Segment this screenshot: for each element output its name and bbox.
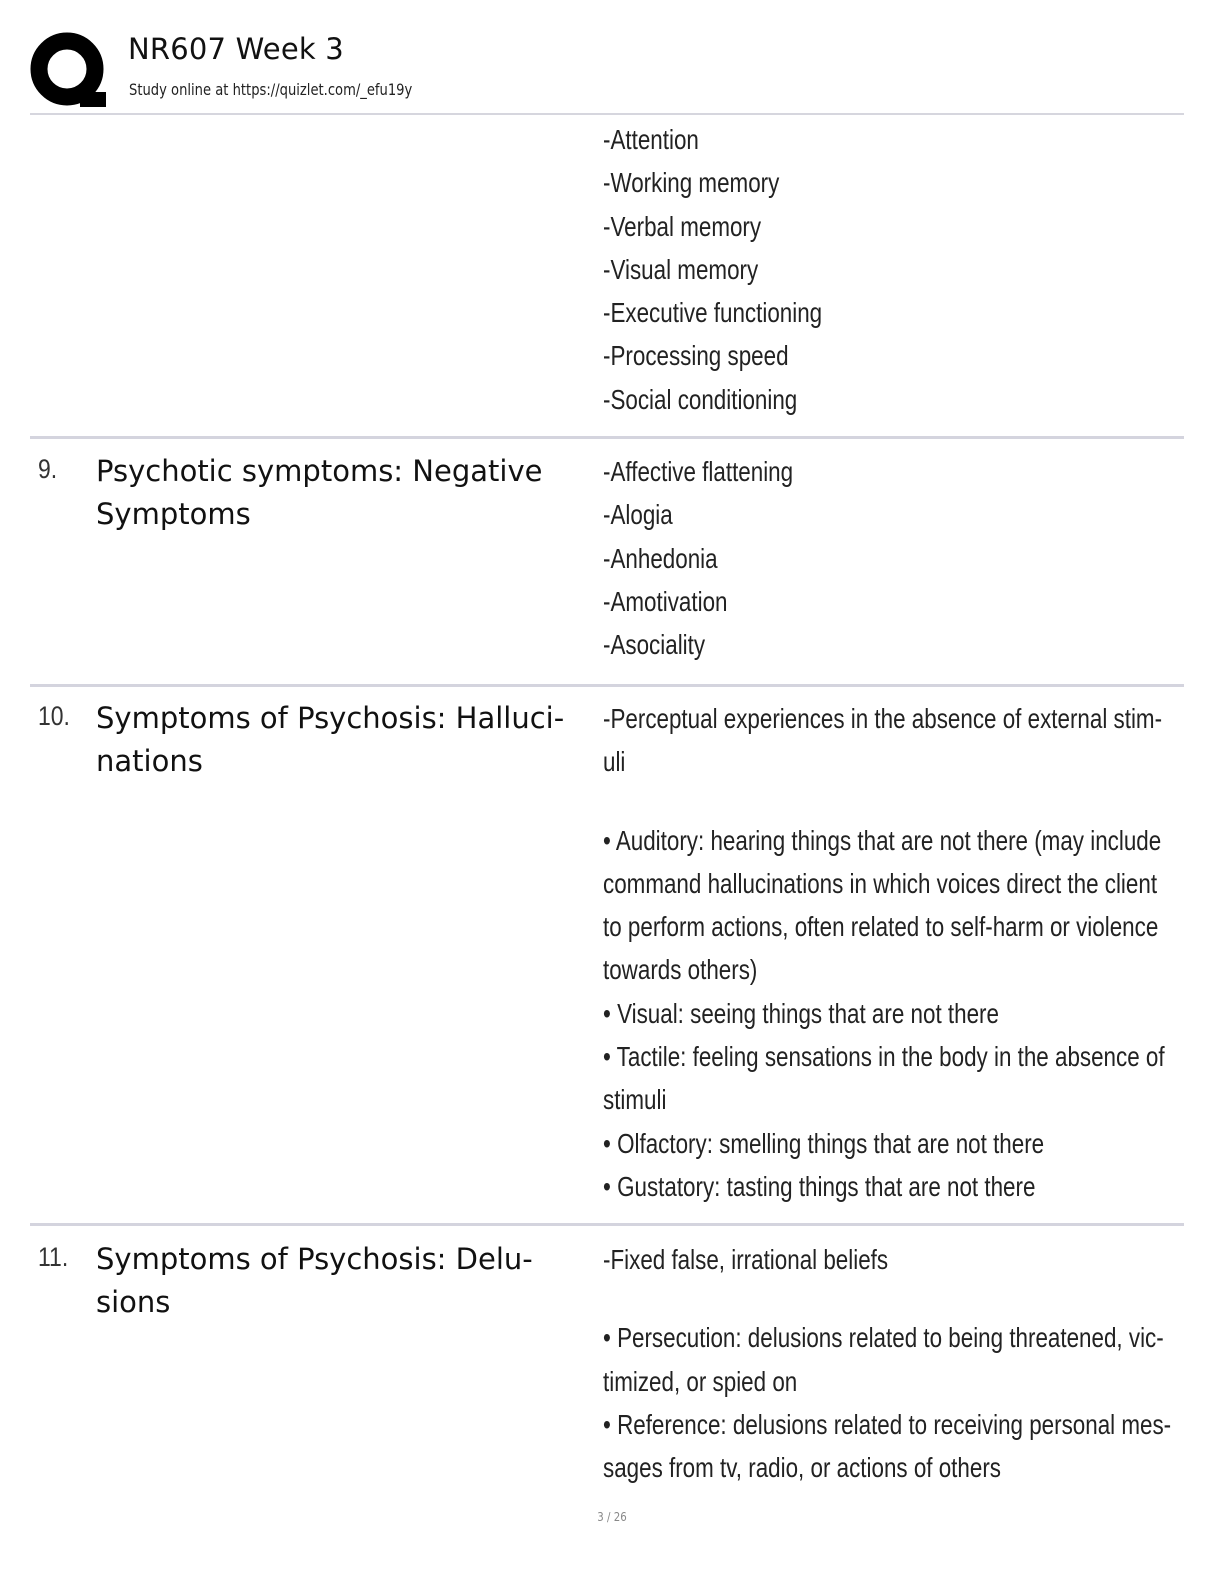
- definition-line: towards others): [603, 954, 758, 986]
- card-divider: [30, 436, 1184, 439]
- definition-line: command hallucinations in which voices direct the client: [603, 867, 1158, 899]
- definition-line: • Persecution: delusions related to being threatened, vic-: [603, 1322, 1164, 1354]
- definition-line: -Anhedonia: [603, 542, 718, 574]
- card-term: [96, 697, 586, 783]
- page-header: [30, 30, 1184, 114]
- definition-line: uli: [603, 746, 626, 778]
- card-number: 9.: [38, 454, 58, 484]
- quizlet-logo-icon: [30, 32, 108, 110]
- term-line: Symptoms of Psychosis: Delu-: [96, 1242, 533, 1276]
- definition-line: -Processing speed: [603, 340, 789, 372]
- card-divider: [30, 1223, 1184, 1226]
- study-online-link[interactable]: Study online at https://quizlet.com/_efu19y: [129, 80, 413, 99]
- definition-line: • Auditory: hearing things that are not there (may include: [603, 824, 1162, 856]
- term-line: nations: [96, 744, 203, 778]
- card-definition: [603, 450, 1163, 666]
- definition-line: stimuli: [603, 1084, 667, 1116]
- definition-line: -Alogia: [603, 499, 673, 531]
- term-line: Symptoms of Psychosis: Halluci-: [96, 701, 565, 735]
- definition-line: • Gustatory: tasting things that are not there: [603, 1170, 1036, 1202]
- definition-line: -Attention: [603, 124, 699, 155]
- card-definition: [603, 1238, 1172, 1489]
- definition-line: -Amotivation: [603, 585, 728, 617]
- document-title: NR607 Week 3: [128, 32, 344, 66]
- definition-line: • Olfactory: smelling things that are not there: [603, 1127, 1045, 1159]
- definition-line: sages from tv, radio, or actions of others: [603, 1452, 1001, 1484]
- definition-line: -Executive functioning: [603, 297, 823, 329]
- definition-line: timized, or spied on: [603, 1365, 798, 1397]
- definition-line: -Affective flattening: [603, 456, 794, 487]
- page-number: 3 / 26: [597, 1510, 627, 1524]
- header-divider: [30, 113, 1184, 115]
- term-line: sions: [96, 1285, 171, 1319]
- definition-line: -Social conditioning: [603, 383, 798, 415]
- definition-line: • Visual: seeing things that are not there: [603, 997, 999, 1029]
- definition-line: -Verbal memory: [603, 210, 762, 242]
- definition-line: to perform actions, often related to self-harm or violence: [603, 911, 1159, 943]
- card-term: [96, 1238, 586, 1324]
- definition-line: • Tactile: feeling sensations in the body in the absence of: [603, 1041, 1165, 1073]
- definition-line: -Perceptual experiences in the absence of external stim-: [603, 703, 1163, 734]
- card-number: 10.: [38, 701, 70, 731]
- definition-line: -Working memory: [603, 167, 780, 199]
- definition-line: -Visual memory: [603, 253, 759, 285]
- card-divider: [30, 684, 1184, 687]
- card-definition: [603, 118, 1163, 421]
- definition-line: -Asociality: [603, 629, 706, 661]
- definition-line: • Reference: delusions related to receiving personal mes-: [603, 1408, 1172, 1440]
- definition-line: -Fixed false, irrational beliefs: [603, 1244, 889, 1275]
- card-term: Psychotic symptoms: Negative Symptoms: [96, 454, 543, 531]
- card-number: 11.: [38, 1242, 69, 1272]
- card-definition: [603, 697, 1163, 1208]
